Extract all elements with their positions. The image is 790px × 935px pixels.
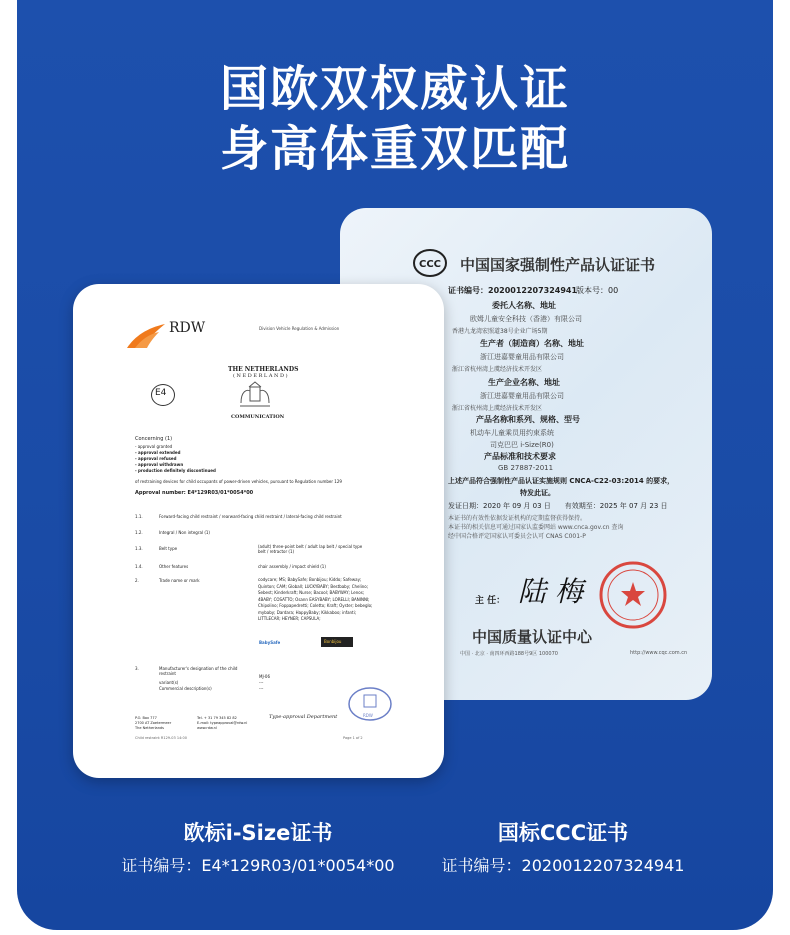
brand-babysafe: BabySafe bbox=[259, 640, 281, 645]
eu-country: THE NETHERLANDS bbox=[228, 366, 299, 373]
ccc-line-4a: 机动车儿童乘员用约束系统 bbox=[470, 429, 554, 437]
rdw-stamp-label: RDW bbox=[363, 713, 373, 718]
headline-line1: 国欧双权威认证 bbox=[219, 61, 570, 117]
eu-opt-2: - approval extended bbox=[135, 450, 181, 455]
ccc-line-3b: 浙江省杭州湾上虞经济技术开发区 bbox=[452, 405, 543, 412]
eu-opt-4: - approval withdrawn bbox=[135, 462, 184, 467]
eu-row-2-value: codycare; MS; BabySafe; Bonbijou; Kiddo; Safeway; Quinton; CAM; Globall; LUCKYBABY; Bestbaby; Chelino; Sebest; Kinderkraft; Nurse; Bacool; BABYWAY; Lenos; 4BABY; COSATTO; Osann EASYBABY; LORELLI; BANINNI; Chipolino; Foppapedretti; Coletto; Kraft; Oyster; bebeglo; mybaby; Dardara; HappyBaby; Kikkaboo; infanti; LITTLECAR; HEYNER; CAPSULA; bbox=[258, 577, 373, 621]
ccc-line-1a: 欧姆儿童安全科技（香港）有限公司 bbox=[470, 315, 582, 323]
ccc-dates: 发证日期：2020 年 09 月 03 日 有效期至：2025 年 07 月 23 日 bbox=[448, 502, 668, 510]
ccc-version: 版本号：00 bbox=[576, 286, 619, 295]
ccc-caption-title: 国标CCC证书 bbox=[497, 821, 629, 845]
ccc-signer: 主 任： bbox=[475, 596, 506, 606]
eu-row-13-num: 1.3. bbox=[135, 546, 143, 551]
ccc-line-5a: GB 27887-2011 bbox=[498, 464, 554, 472]
eu-row-3-variant: variant(s) bbox=[159, 680, 179, 685]
ccc-org: 中国质量认证中心 bbox=[472, 628, 593, 646]
eu-email: E-mail: typeapproval@rdw.nl bbox=[197, 721, 248, 725]
ccc-footer-right: http://www.cqc.com.cn bbox=[630, 650, 688, 656]
eu-page-number: Page 1 of 2 bbox=[343, 736, 363, 740]
eu-row-3-commercial: Commercial description(s) bbox=[159, 686, 212, 691]
ccc-title: 中国国家强制性产品认证证书 bbox=[460, 256, 656, 274]
eu-website: www.rdw.nl bbox=[197, 726, 217, 730]
eu-row-14-value: chair assembly / impact shield (1) bbox=[258, 564, 326, 569]
eu-footnote: Child restraint R129-03 14:00 bbox=[135, 736, 187, 740]
eu-row-11: Forward-facing child restraint / rearward-facing child restraint / lateral-facing child restraint bbox=[159, 514, 342, 519]
ccc-line-7: 特发此证。 bbox=[520, 489, 555, 497]
eu-concerning: Concerning (1) bbox=[135, 436, 173, 442]
rdw-wordmark: RDW bbox=[169, 320, 206, 336]
eu-row-13-value: (adult) three-point belt / adult lap belt / special type belt / retractor (1) bbox=[258, 544, 363, 554]
ccc-line-2b: 浙江省杭州湾上虞经济技术开发区 bbox=[452, 366, 543, 373]
eu-row-3-num: 3. bbox=[135, 666, 139, 671]
ccc-footer-left: 中国 · 北京 · 南四环西路188号9区 100070 bbox=[460, 651, 558, 657]
eu-row-3-value-1: MJ-06 bbox=[259, 674, 271, 679]
ccc-cert-no: 证书编号：2020012207324941 bbox=[448, 286, 578, 295]
headline-line2: 身高体重双匹配 bbox=[219, 121, 570, 177]
ccc-section-5: 产品标准和技术要求 bbox=[484, 452, 556, 461]
eu-opt-1: - approval granted bbox=[135, 444, 173, 449]
eu-row-11-num: 1.1. bbox=[135, 514, 143, 519]
ccc-line-6: 上述产品符合强制性产品认证实施规则 CNCA-C22-03:2014 的要求， bbox=[448, 477, 675, 485]
eu-approval-number: Approval number: E4*129R03/01*0054*00 bbox=[135, 490, 254, 496]
ccc-line-1b: 香港九龙湾宏照道38号企业广场5期 bbox=[452, 328, 548, 335]
eu-address-2: 2700 AT Zoetermeer bbox=[135, 721, 172, 725]
eu-address-1: P.O. Box 777 bbox=[135, 716, 157, 720]
ccc-notes-1: 本证书的有效性依据发证机构的定期监督获得保持。 bbox=[448, 515, 587, 522]
eu-row-3-value-3: --- bbox=[259, 686, 264, 691]
eu-department: Type-approval Department bbox=[269, 714, 338, 720]
ccc-notes-3: 经中国合格评定国家认可委员会认可 CNAS C001-P bbox=[448, 533, 586, 540]
ccc-section-3: 生产企业名称、地址 bbox=[488, 378, 560, 387]
eu-country-nl: ( N E D E R L A N D ) bbox=[233, 373, 288, 379]
ccc-line-4b: 司克巴巴 i-Size(R0) bbox=[490, 441, 554, 449]
ccc-logo-icon bbox=[412, 248, 448, 278]
e4-label: E4 bbox=[155, 388, 167, 398]
dutch-coat-of-arms-icon bbox=[237, 381, 273, 411]
brand-bonbijou: Bonbijou bbox=[324, 639, 342, 644]
ccc-signature: 陆 梅 bbox=[518, 575, 583, 608]
eu-caption-title: 欧标i-Size证书 bbox=[183, 821, 333, 845]
eu-certificate[interactable] bbox=[73, 284, 444, 778]
eu-desc: of restraining devices for child occupants of power-driven vehicles, pursuant to Regulation number 129 bbox=[135, 479, 342, 484]
eu-row-14-label: Other features bbox=[159, 564, 189, 569]
ccc-line-3a: 浙江进嘉婴童用品有限公司 bbox=[480, 392, 564, 400]
eu-row-12: Integral / Non integral (1) bbox=[159, 530, 210, 535]
ccc-red-seal-icon bbox=[598, 560, 668, 630]
eu-row-2-num: 2. bbox=[135, 578, 139, 583]
ccc-notes-2: 本证书的相关信息可通过国家认监委网站 www.cnca.gov.cn 查询 bbox=[448, 524, 624, 531]
ccc-section-4: 产品名称和系列、规格、型号 bbox=[476, 415, 580, 424]
eu-row-13-label: Belt type bbox=[159, 546, 178, 551]
eu-row-2-label: Trade name or mark bbox=[159, 578, 200, 583]
eu-row-3-value-2: --- bbox=[259, 680, 264, 685]
ccc-section-1: 委托人名称、地址 bbox=[492, 301, 556, 310]
ccc-caption-number: 证书编号：2020012207324941 bbox=[441, 856, 685, 875]
eu-caption-number: 证书编号：E4*129R03/01*0054*00 bbox=[121, 856, 395, 875]
rdw-division: Division Vehicle Regulation & Admission bbox=[259, 326, 340, 331]
eu-address-3: The Netherlands bbox=[135, 726, 164, 730]
eu-opt-3: - approval refused bbox=[135, 456, 177, 461]
eu-tel: Tel. + 31 79 345 82 82 bbox=[197, 716, 237, 720]
eu-opt-5: - production definitely discontinued bbox=[135, 468, 216, 473]
eu-communication: COMMUNICATION bbox=[231, 414, 285, 420]
rdw-logo-icon bbox=[125, 322, 167, 350]
eu-row-3-label: Manufacturer's designation of the child restraint bbox=[159, 666, 238, 676]
ccc-line-2a: 浙江进嘉婴童用品有限公司 bbox=[480, 353, 564, 361]
eu-row-14-num: 1.4. bbox=[135, 564, 143, 569]
svg-text:CCC: CCC bbox=[418, 259, 442, 270]
ccc-section-2: 生产者（制造商）名称、地址 bbox=[480, 339, 584, 348]
eu-row-12-num: 1.2. bbox=[135, 530, 143, 535]
